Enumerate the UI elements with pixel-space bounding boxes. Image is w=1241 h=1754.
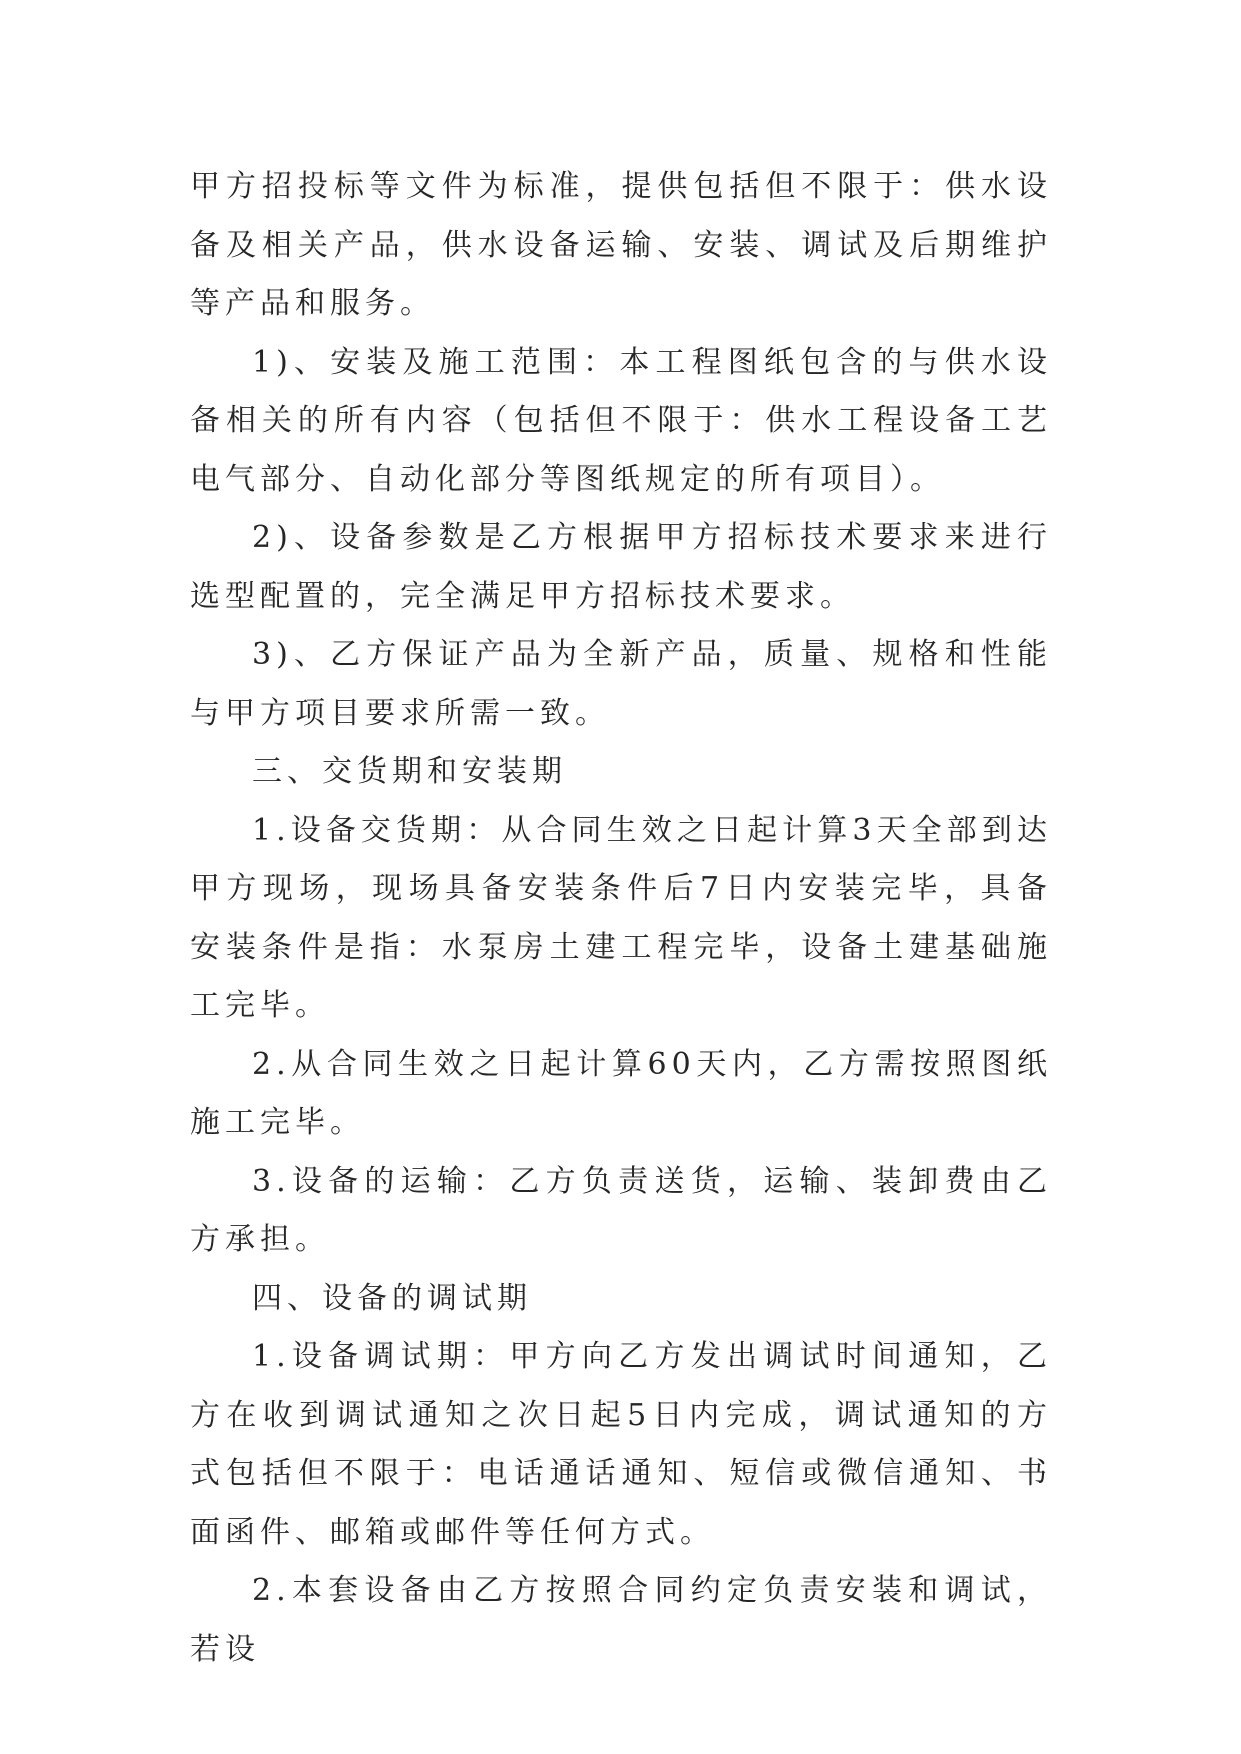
- section-heading-delivery: 三、交货期和安装期: [252, 754, 567, 789]
- paragraph-transport: 3.设备的运输：乙方负责送货，运输、装卸费由乙方承担。: [190, 1163, 1052, 1257]
- paragraph-delivery-period: 1.设备交货期：从合同生效之日起计算3天全部到达甲方现场，现场具备安装条件后7日内安装完毕，具备安装条件是指：水泵房土建工程完毕，设备土建基础施工完毕。: [190, 812, 1052, 1023]
- section-heading-commissioning: 四、设备的调试期: [252, 1280, 532, 1316]
- paragraph-commissioning-period: 1.设备调试期：甲方向乙方发出调试时间通知，乙方在收到调试通知之次日起5日内完成，调试通知的方式包括但不限于：电话通话通知、短信或微信通知、书面函件、邮箱或邮件等任何方式。: [190, 1339, 1052, 1550]
- paragraph-installation-responsibility: 2.本套设备由乙方按照合同约定负责安装和调试，若设: [190, 1573, 1052, 1667]
- paragraph-install-scope: 1)、安装及施工范围：本工程图纸包含的与供水设备相关的所有内容（包括但不限于：供水工程设备工艺电气部分、自动化部分等图纸规定的所有项目）。: [190, 344, 1052, 497]
- paragraph-scope-continuation: 甲方招投标等文件为标准，提供包括但不限于：供水设备及相关产品，供水设备运输、安装、调试及后期维护等产品和服务。: [190, 169, 1052, 321]
- document-body: [190, 158, 1052, 1679]
- paragraph-construction-period: 2.从合同生效之日起计算60天内，乙方需按照图纸施工完毕。: [190, 1046, 1052, 1140]
- paragraph-product-guarantee: 3)、乙方保证产品为全新产品，质量、规格和性能与甲方项目要求所需一致。: [190, 637, 1052, 731]
- paragraph-equipment-parameters: 2)、设备参数是乙方根据甲方招标技术要求来进行选型配置的，完全满足甲方招标技术要求。: [190, 520, 1052, 614]
